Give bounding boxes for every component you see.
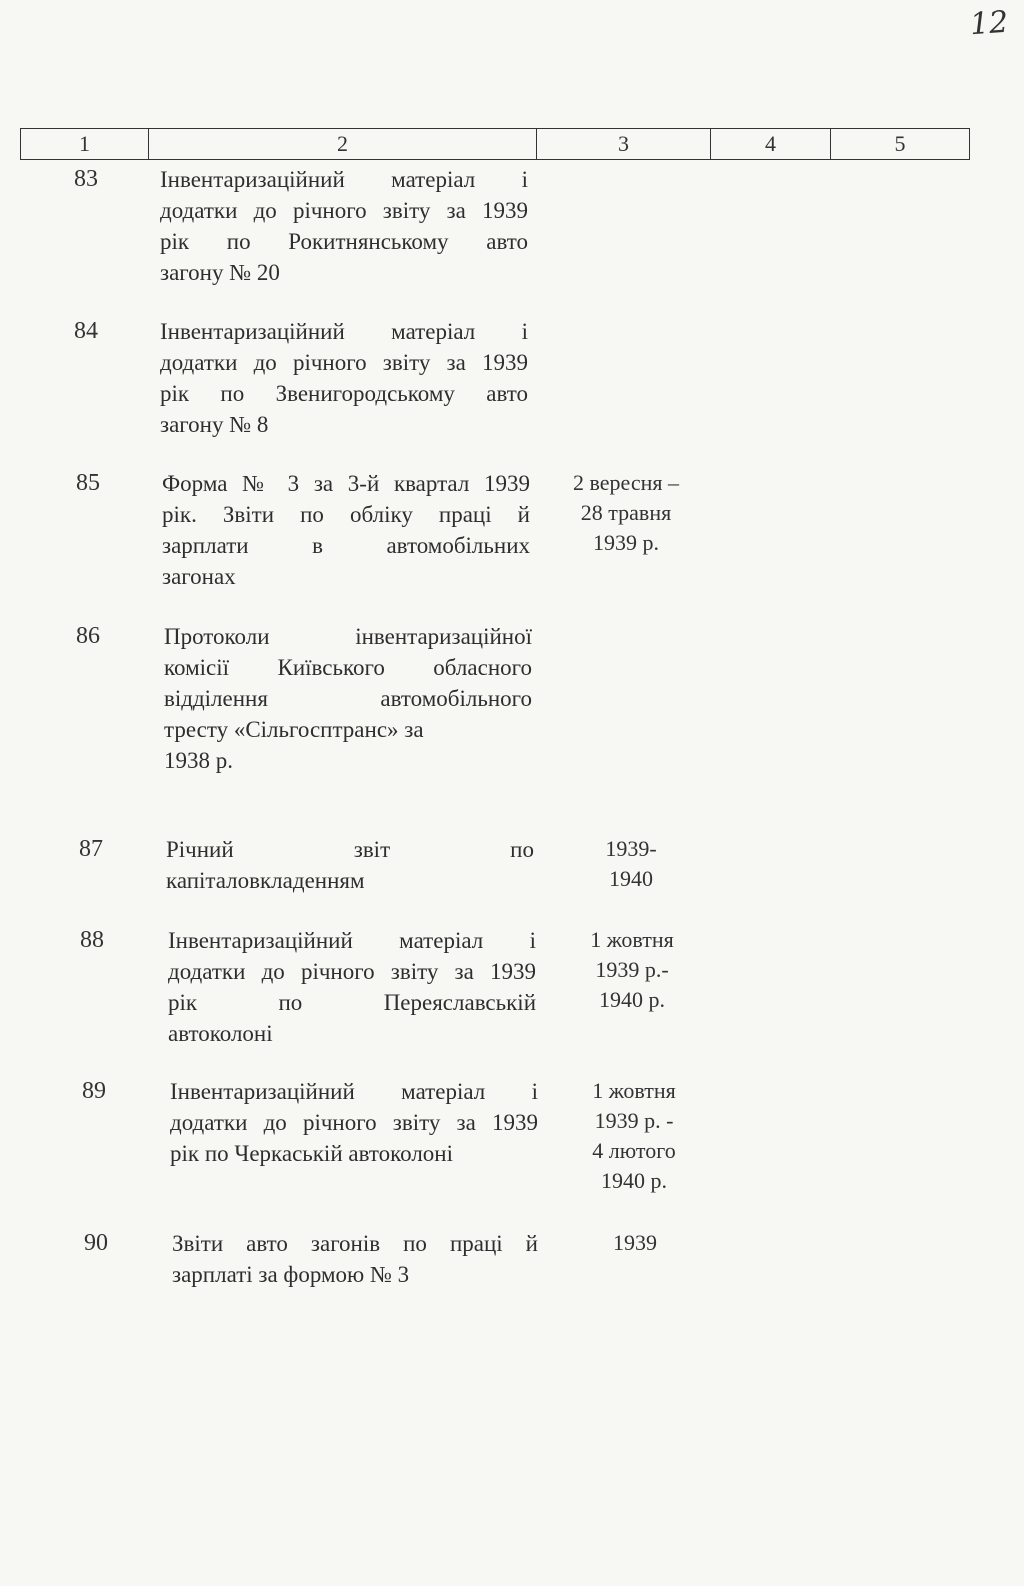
row-dates [560,1228,710,1258]
header-col-5: 5 [894,131,906,156]
row-title [164,621,532,776]
row-dates [551,468,701,558]
date-line: 1939 р. [593,530,659,555]
title-line: Звіти авто загонів по праці й [172,1231,538,1256]
title-line: рік по Переяславській [168,990,536,1015]
header-col-3: 3 [537,129,711,159]
title-line: додатки до річного звіту за 1939 [170,1110,538,1135]
title-line: капіталовкладенням [166,868,365,893]
row-number: 83 [74,166,98,192]
title-line: загонах [162,564,236,589]
date-line: 1940 [609,866,653,891]
date-line: 1939- [605,836,657,861]
row-number: 89 [82,1078,106,1104]
header-col-2: 2 [149,129,537,159]
date-line: 1 жовтня [590,927,674,952]
title-line: тресту «Сільгосптранс» за [164,717,424,742]
date-line: 28 травня [580,500,672,525]
title-line: Інвентаризаційний матеріал і [160,167,528,192]
row-title [160,164,528,288]
date-line: 1 жовтня [592,1078,676,1103]
row-title [168,925,536,1049]
title-line: рік по Черкаській автоколоні [170,1141,454,1166]
row-title [160,316,528,440]
page-number: 12 [968,4,1010,43]
title-line: загону № 20 [160,260,280,285]
row-number: 85 [76,470,100,496]
row-dates [559,1076,709,1196]
title-line: Форма № 3 за 3-й квартал 1939 [162,471,530,496]
row-title [166,834,534,896]
row-title [172,1228,538,1290]
date-line: 1939 р.- [595,957,669,982]
title-line: 1938 р. [164,748,233,773]
title-line: загону № 8 [160,412,269,437]
title-line: комісії Київського обласного [164,655,532,680]
title-line: зарплати в автомобільних [162,533,530,558]
title-line: рік по Звенигородському авто [160,381,528,406]
date-line: 4 лютого [592,1138,676,1163]
title-line: зарплаті за формою № 3 [172,1262,410,1287]
row-number: 87 [79,836,103,862]
row-number: 88 [80,927,104,953]
row-number: 86 [76,623,100,649]
title-line: додатки до річного звіту за 1939 [168,959,536,984]
row-title [162,468,530,592]
row-dates [557,925,707,1015]
title-line: додатки до річного звіту за 1939 [160,350,528,375]
date-line: 1939 [613,1230,657,1255]
title-line: додатки до річного звіту за 1939 [160,198,528,223]
title-line: Річний звіт по [166,837,534,862]
date-line: 1940 р. [601,1168,667,1193]
header-col-4: 4 [711,129,831,159]
row-title [170,1076,538,1169]
date-line: 1940 р. [599,987,665,1012]
date-line: 1939 р. - [594,1108,674,1133]
row-dates [556,834,706,894]
title-line: відділення автомобільного [164,686,532,711]
title-line: Інвентаризаційний матеріал і [168,928,536,953]
title-line: Протоколи інвентаризаційної [164,624,532,649]
title-line: Інвентаризаційний матеріал і [160,319,528,344]
title-line: рік по Рокитнянському авто [160,229,528,254]
title-line: рік. Звіти по обліку праці й [162,502,530,527]
row-number: 84 [74,318,98,344]
header-table [20,128,970,160]
title-line: автоколоні [168,1021,273,1046]
row-number: 90 [84,1230,108,1256]
date-line: 2 вересня – [573,470,679,495]
header-col-1: 1 [21,129,149,159]
title-line: Інвентаризаційний матеріал і [170,1079,538,1104]
